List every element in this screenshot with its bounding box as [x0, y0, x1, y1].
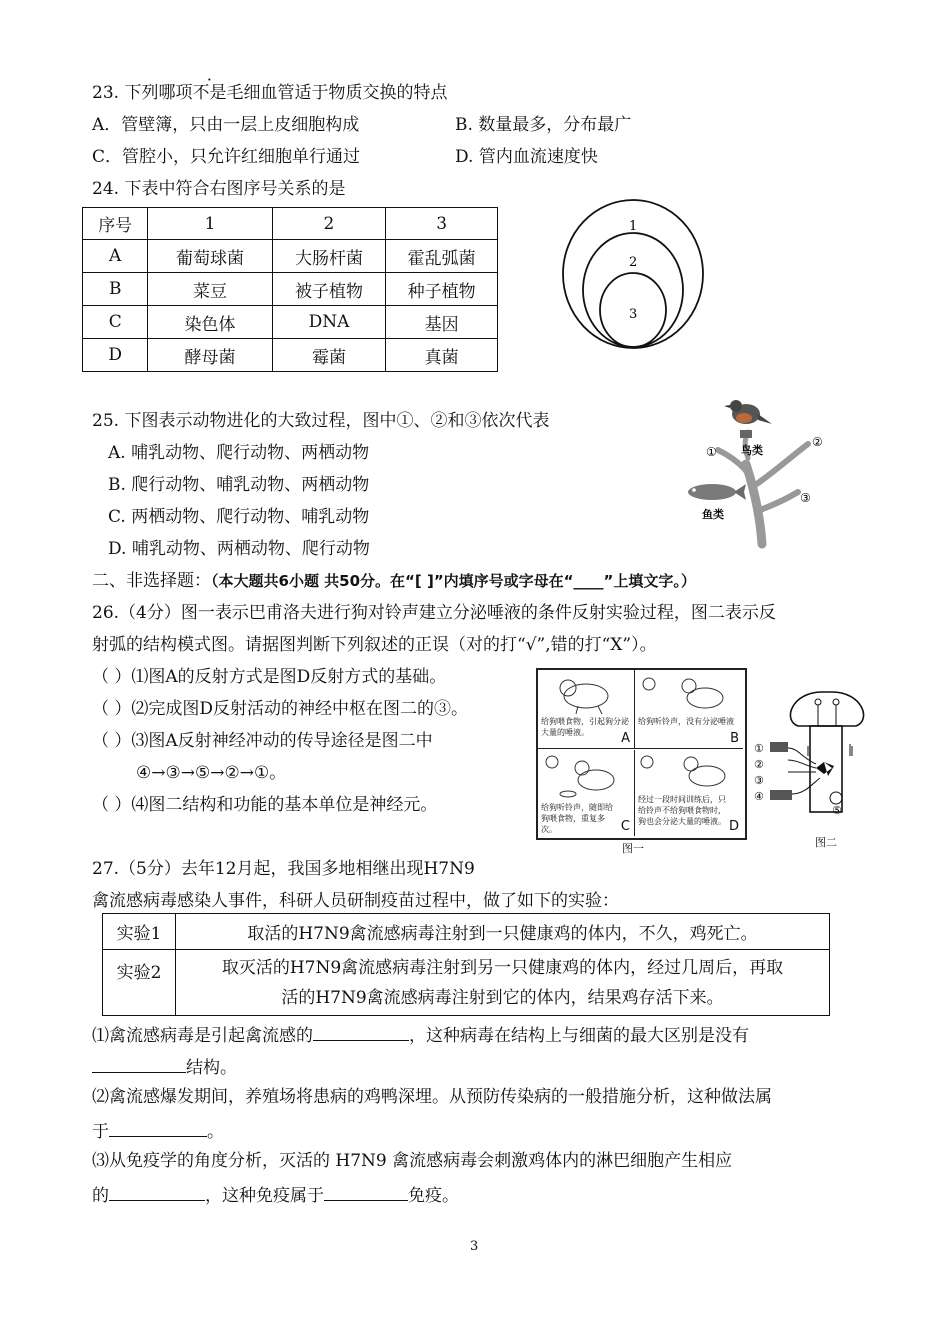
panel-c [538, 750, 635, 836]
table-cell: 染色体 [148, 306, 272, 339]
receptor-skin [770, 742, 788, 752]
answer-blank[interactable] [109, 1182, 205, 1201]
figure-2-caption: 图二 [815, 836, 837, 849]
evolution-tree-figure [684, 394, 834, 550]
q26-item-4: （ ）⑷图二结构和功能的基本单位是神经元。 [92, 795, 438, 815]
table-cell: 被子植物 [272, 273, 386, 306]
panel-d [635, 750, 743, 836]
q23-option-c: C．管腔小，只允许红细胞单行通过 [92, 147, 361, 167]
answer-blank[interactable] [324, 1182, 408, 1201]
fish-icon [688, 484, 746, 500]
panel-b-caption: 给狗听铃声，没有分泌唾液 [638, 717, 734, 726]
table-cell: 霍乱弧菌 [386, 240, 498, 273]
panel-d-letter: D [728, 819, 739, 834]
label-fish: 鱼类 [702, 508, 724, 521]
q23-option-d: D. 管内血流速度快 [455, 147, 598, 167]
table-cell: 葡萄球菌 [148, 240, 272, 273]
circle-middle [583, 233, 683, 347]
brain-shape [790, 692, 863, 726]
q25-stem: 25. 下图表示动物进化的大致过程，图中①、②和③依次代表 [92, 411, 550, 431]
table-row [103, 914, 830, 950]
q23-option-a: A．管壁簿，只由一层上皮细胞构成 [92, 115, 360, 135]
dog-salivating-icon [635, 750, 743, 794]
panel-a-caption: 给狗喂食物，引起狗分泌大量的唾液。 [541, 717, 629, 737]
table-cell: 酵母菌 [148, 339, 272, 372]
fig2-marker-1: ① [754, 742, 764, 755]
table-header-cell: 2 [272, 208, 386, 240]
q27-sub-3-cont: 的 ，这种免疫属于 免疫。 [92, 1182, 459, 1207]
panel-a [538, 670, 635, 749]
dog-bell-icon [635, 670, 743, 718]
table-cell: B [83, 273, 148, 306]
figure-1-pavlov [536, 668, 747, 840]
table-row [83, 273, 498, 306]
gray-matter [816, 762, 834, 776]
dog-eating-icon [538, 670, 634, 718]
q26-item-1: （ ）⑴图A的反射方式是图D反射方式的基础。 [92, 667, 447, 687]
q26-item-3-path: ④→③→⑤→②→①。 [136, 763, 287, 783]
table-cell: 基因 [386, 306, 498, 339]
table-row [103, 950, 830, 1016]
exp1-text: 取活的H7N9禽流感病毒注射到一只健康鸡的体内，不久，鸡死亡。 [176, 914, 830, 950]
q26-line-2: 射弧的结构模式图。请据图判断下列叙述的正误（对的打“√”,错的打“X”）。 [92, 635, 657, 655]
exp2-label: 实验2 [103, 950, 176, 1016]
circle-label-2: 2 [629, 255, 638, 270]
q25-option-b: B. 爬行动物、哺乳动物、两栖动物 [108, 475, 370, 495]
circle-label-1: 1 [629, 219, 638, 234]
answer-blank[interactable] [313, 1022, 409, 1041]
fig2-marker-3: ③ [754, 774, 764, 787]
bird-icon [724, 400, 772, 438]
panel-d-caption: 经过一段时间训练后，只给铃声不给狗喂食物时，狗也会分泌大量的唾液。 [638, 795, 726, 826]
answer-blank[interactable] [109, 1118, 207, 1137]
table-row [83, 339, 498, 372]
q23-stem: 23. 下列哪项不是毛细血管适于物质交换的特点 [92, 83, 448, 103]
figure-1-caption: 图一 [622, 842, 644, 855]
marker-1: ① [706, 445, 717, 459]
panel-b [635, 670, 743, 749]
table-cell: DNA [272, 306, 386, 339]
table-header-cell: 3 [386, 208, 498, 240]
table-row [83, 306, 498, 339]
q25-option-c: C. 两栖动物、爬行动物、哺乳动物 [108, 507, 370, 527]
marker-2: ② [812, 435, 823, 449]
panel-b-letter: B [730, 731, 739, 746]
q27-sub-1: ⑴禽流感病毒是引起禽流感的 ，这种病毒在结构上与细菌的最大区别是没有 [92, 1022, 749, 1047]
table-header-cell: 1 [148, 208, 272, 240]
marker-3: ③ [800, 491, 811, 505]
q26-line-1: 26.（4分）图一表示巴甫洛夫进行狗对铃声建立分泌唾液的条件反射实验过程，图二表示反 [92, 603, 776, 623]
nested-circles-diagram [560, 198, 710, 350]
table-cell: C [83, 306, 148, 339]
table-cell: 种子植物 [386, 273, 498, 306]
q27-sub-2: ⑵禽流感爆发期间，养殖场将患病的鸡鸭深埋。从预防传染病的一般措施分析，这种做法属 [92, 1087, 772, 1107]
page-number: 3 [470, 1239, 479, 1254]
table-cell: A [83, 240, 148, 273]
figure-2-reflex-arc [752, 686, 900, 818]
table-cell: 霉菌 [272, 339, 386, 372]
exp2-text: 取灭活的H7N9禽流感病毒注射到另一只健康鸡的体内，经过几周后，再取 活的H7N9禽流感病毒注射到它的体内，结果鸡存活下来。 [176, 950, 830, 1016]
panel-c-caption: 给狗听铃声，随即给狗喂食物，重复多次。 [541, 803, 613, 834]
q25-option-d: D. 哺乳动物、两栖动物、爬行动物 [108, 539, 370, 559]
q24-stem: 24. 下表中符合右图序号关系的是 [92, 179, 346, 199]
fig2-marker-4: ④ [754, 790, 764, 803]
label-bird: 鸟类 [741, 444, 763, 457]
q27-sub-3: ⑶从免疫学的角度分析，灭活的 H7N9 禽流感病毒会刺激鸡体内的淋巴细胞产生相应 [92, 1151, 733, 1171]
q27-experiment-table [102, 913, 830, 1016]
table-cell: 真菌 [386, 339, 498, 372]
dog-bell-food-icon [538, 750, 634, 802]
fig2-marker-5: ⑤ [832, 804, 842, 817]
q27-line-2: 禽流感病毒感染人事件，科研人员研制疫苗过程中，做了如下的实验： [92, 891, 619, 911]
panel-c-letter: C [620, 819, 630, 834]
circle-label-3: 3 [629, 307, 638, 322]
q24-table [82, 207, 498, 372]
q27-line-1: 27.（5分）去年12月起，我国多地相继出现H7N9 [92, 859, 475, 879]
q26-item-3: （ ）⑶图A反射神经冲动的传导途径是图二中 [92, 731, 433, 751]
fig2-marker-2: ② [754, 758, 764, 771]
table-header-row [83, 208, 498, 240]
table-row [83, 240, 498, 273]
q25-option-a: A. 哺乳动物、爬行动物、两栖动物 [108, 443, 370, 463]
tree-branch-3 [760, 492, 798, 510]
table-cell: D [83, 339, 148, 372]
q23-option-b: B. 数量最多，分布最广 [455, 115, 632, 135]
table-header-cell: 序号 [83, 208, 148, 240]
answer-blank[interactable] [92, 1054, 186, 1073]
exp1-label: 实验1 [103, 914, 176, 950]
q27-sub-2-cont: 于 。 [92, 1118, 224, 1143]
q26-item-2: （ ）⑵完成图D反射活动的神经中枢在图二的③。 [92, 699, 469, 719]
section-2-heading: 二、非选择题：（本大题共6小题 共50分。在“[ ]”内填序号或字母在“____”上填文字。） [92, 571, 696, 591]
panel-a-letter: A [621, 731, 630, 746]
q27-sub-1-cont: 结构。 [92, 1054, 237, 1079]
table-cell: 大肠杆菌 [272, 240, 386, 273]
table-cell: 菜豆 [148, 273, 272, 306]
effector-muscle [770, 790, 792, 800]
